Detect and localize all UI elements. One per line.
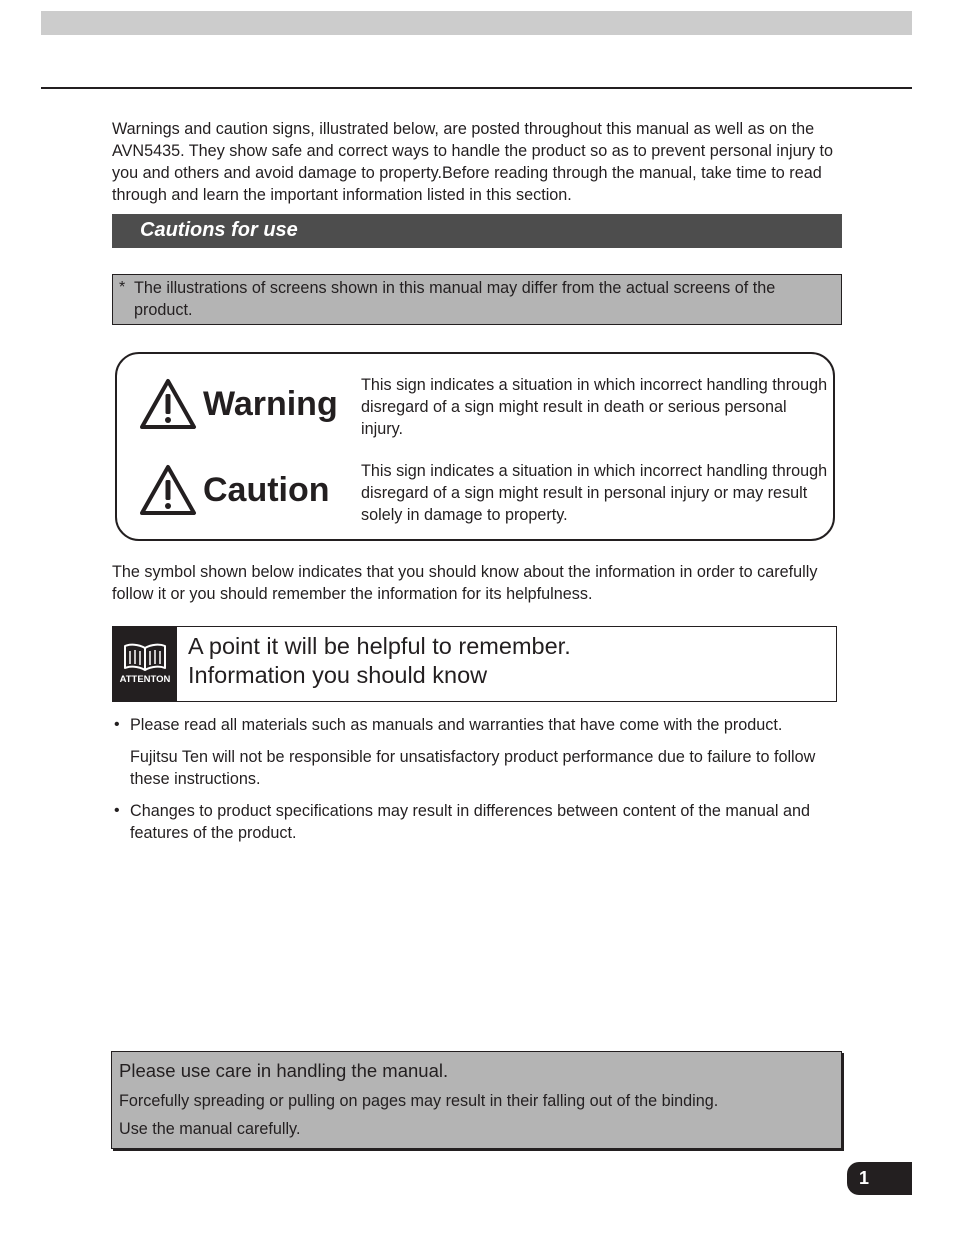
attention-badge-label: ATTENTON [119,674,171,685]
care-box [111,1051,842,1149]
attention-line-1: A point it will be helpful to remember. [188,633,571,659]
header-band [41,11,912,35]
attention-badge [113,627,177,701]
bullet-text: Please read all materials such as manuals and warranties that have come with the product. [130,716,783,734]
bullet-continuation: Fujitsu Ten will not be responsible for unsatisfactory product performance due to failure to follow these instructions. [130,748,816,788]
intro-paragraph: Warnings and caution signs, illustrated below, are posted throughout this manual as well as on the AVN5435. They show safe and correct ways to handle the product so as to prevent personal injury to you and others and avoid damage to property.Before reading through the manual, take time to read through and learn the important information listed in this section. [112,120,834,204]
page-number-tab [847,1162,912,1195]
warning-description: This sign indicates a situation in which incorrect handling through disregard of a sign might result in death or serious personal injury. [361,376,828,438]
care-box-line-2: Use the manual carefully. [119,1120,301,1138]
attention-line-2: Information you should know [188,662,488,688]
screen-illustration-note [112,274,842,325]
note-asterisk: * [119,279,126,296]
note-text: The illustrations of screens shown in this manual may differ from the actual screens of the product. [134,279,776,319]
warning-label: Warning [203,385,338,423]
bullet-text: Changes to product specifications may result in differences between content of the manual and features of the product. [130,802,810,842]
bullet-marker: • [114,716,120,733]
section-header-bar [112,214,842,248]
symbol-intro-paragraph: The symbol shown below indicates that you should know about the information in order to carefully follow it or you should remember the information for its helpfulness. [112,563,818,603]
care-box-line-1: Forcefully spreading or pulling on pages may result in their falling out of the binding. [119,1092,719,1110]
caution-description: This sign indicates a situation in which incorrect handling through disregard of a sign might result in personal injury or may result solely in damage to property. [361,462,828,524]
signs-panel [115,352,835,541]
page-number: 1 [859,1168,870,1188]
bullet-marker: • [114,802,120,819]
attention-box [112,626,837,702]
caution-triangle-icon [139,464,197,516]
warning-triangle-icon [139,378,197,430]
open-book-icon [123,642,167,672]
header-rule [41,87,912,89]
care-box-title: Please use care in handling the manual. [119,1060,449,1081]
caution-label: Caution [203,471,330,509]
section-title: Cautions for use [140,219,298,241]
